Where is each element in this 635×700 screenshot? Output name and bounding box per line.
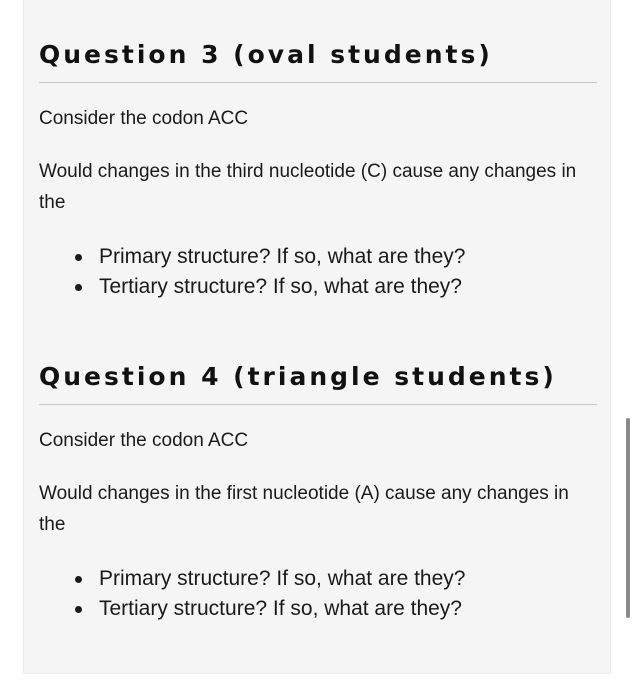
question-3-prompt: Would changes in the third nucleotide (C) cause any changes in the — [39, 161, 577, 213]
question-4-codon-text: Consider the codon ACC — [39, 430, 249, 451]
bullet-text: Primary structure? If so, what are they? — [99, 567, 466, 590]
question-3-divider — [39, 82, 597, 83]
question-3-bullet-tertiary — [39, 272, 597, 302]
bullet-dot-icon — [75, 576, 82, 583]
bullet-text: Tertiary structure? If so, what are they? — [99, 275, 462, 298]
content-card — [23, 0, 611, 674]
question-4-bullet-tertiary — [39, 594, 597, 624]
question-4-title: Question 4 (triangle students) — [39, 362, 557, 391]
bullet-dot-icon — [75, 284, 82, 291]
question-3-title: Question 3 (oval students) — [39, 40, 493, 69]
vertical-scrollbar[interactable] — [626, 418, 630, 618]
question-3-bullet-primary — [39, 242, 597, 272]
question-4-prompt: Would changes in the first nucleotide (A) cause any changes in the — [39, 483, 569, 535]
bullet-text: Primary structure? If so, what are they? — [99, 245, 466, 268]
question-4-bullet-primary — [39, 564, 597, 594]
question-4-section — [39, 362, 597, 624]
bullet-text: Tertiary structure? If so, what are they? — [99, 597, 462, 620]
question-3-section — [39, 40, 597, 302]
question-4-divider — [39, 404, 597, 405]
bullet-dot-icon — [75, 254, 82, 261]
bullet-dot-icon — [75, 606, 82, 613]
question-3-codon-text: Consider the codon ACC — [39, 108, 249, 129]
question-4-bullet-list — [39, 564, 597, 624]
question-3-bullet-list — [39, 242, 597, 302]
